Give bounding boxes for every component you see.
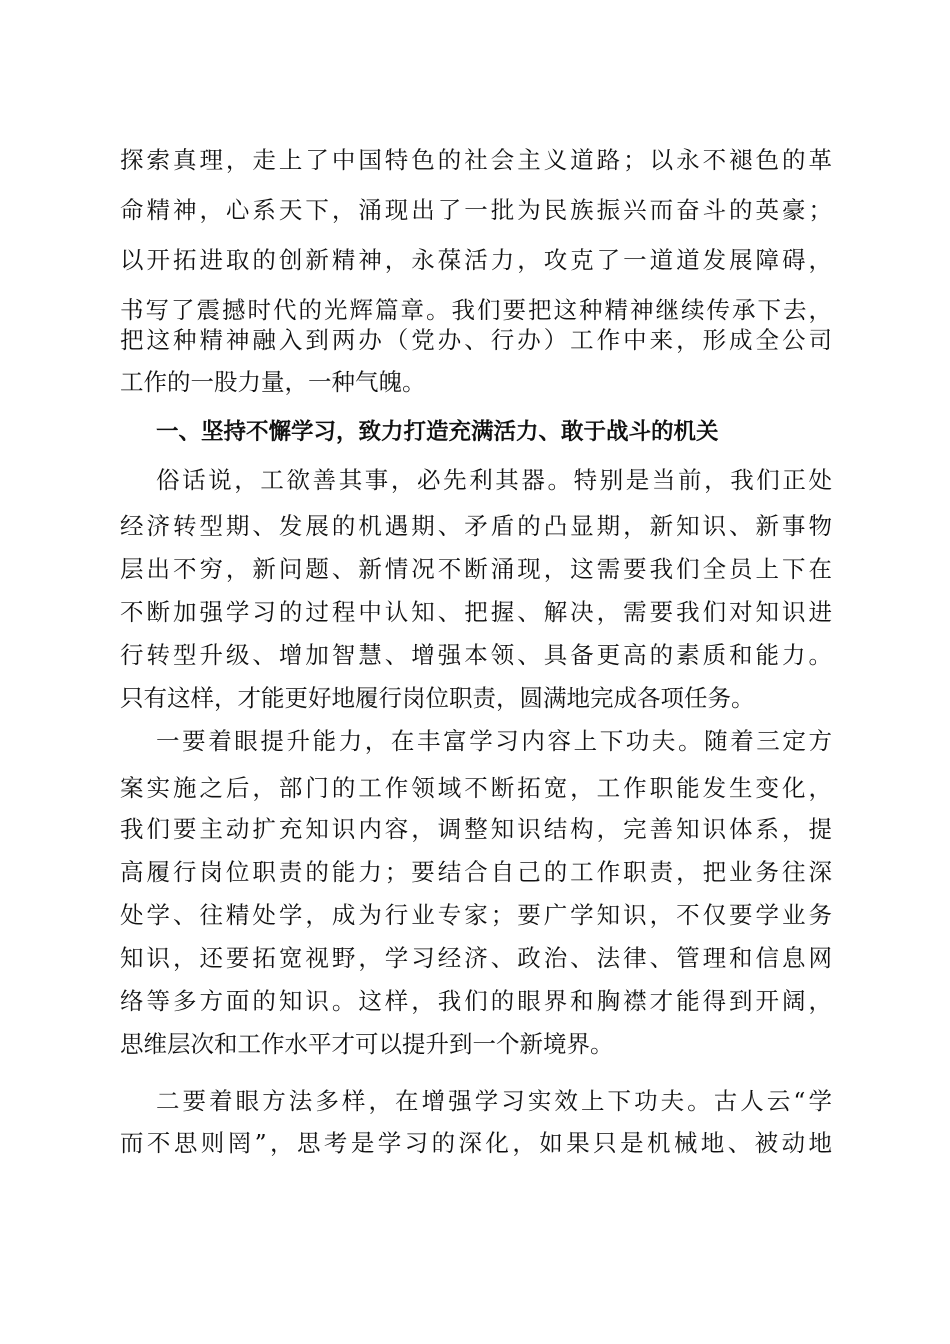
body-text-line: 把这种精神融入到两办（党办、行办）工作中来，形成全公司 (120, 326, 832, 354)
body-text-line: 以开拓进取的创新精神，永葆活力，攻克了一道道发展障碍， (120, 246, 832, 274)
body-text-line: 案实施之后，部门的工作领域不断拓宽，工作职能发生变化， (120, 774, 832, 802)
body-text-line: 行转型升级、增加智慧、增强本领、具备更高的素质和能力。 (120, 641, 832, 669)
body-text-line: 知识，还要拓宽视野，学习经济、政治、法律、管理和信息网 (120, 944, 832, 972)
body-text-line: 二要着眼方法多样，在增强学习实效上下功夫。古人云“学 (156, 1087, 832, 1115)
body-text-line: 俗话说，工欲善其事，必先利其器。特别是当前，我们正处 (156, 466, 832, 494)
body-text-line: 络等多方面的知识。这样，我们的眼界和胸襟才能得到开阔， (120, 987, 832, 1015)
body-text-line: 我们要主动扩充知识内容，调整知识结构，完善知识体系，提 (120, 815, 832, 843)
body-text-line: 高履行岗位职责的能力；要结合自己的工作职责，把业务往深 (120, 858, 832, 886)
body-text-line: 思维层次和工作水平才可以提升到一个新境界。 (120, 1030, 614, 1058)
body-text-line: 书写了震撼时代的光辉篇章。我们要把这种精神继续传承下去， (120, 296, 832, 324)
section-heading: 一、坚持不懈学习，致力打造充满活力、敢于战斗的机关 (156, 419, 719, 445)
body-text-line: 经济转型期、发展的机遇期、矛盾的凸显期，新知识、新事物 (120, 512, 832, 540)
body-text-line: 一要着眼提升能力，在丰富学习内容上下功夫。随着三定方 (156, 727, 832, 755)
body-text-line: 而不思则罔”，思考是学习的深化，如果只是机械地、被动地 (120, 1129, 832, 1157)
body-text-line: 工作的一股力量，一种气魄。 (120, 368, 426, 396)
body-text-line: 只有这样，才能更好地履行岗位职责，圆满地完成各项任务。 (120, 684, 755, 712)
body-text-line: 层出不穷，新问题、新情况不断涌现，这需要我们全员上下在 (120, 555, 832, 583)
body-text-line: 处学、往精处学，成为行业专家；要广学知识，不仅要学业务 (120, 901, 832, 929)
body-text-line: 不断加强学习的过程中认知、把握、解决，需要我们对知识进 (120, 598, 832, 626)
body-text-line: 探索真理，走上了中国特色的社会主义道路；以永不褪色的革 (120, 146, 832, 174)
body-text-line: 命精神，心系天下，涌现出了一批为民族振兴而奋斗的英豪； (120, 196, 832, 224)
